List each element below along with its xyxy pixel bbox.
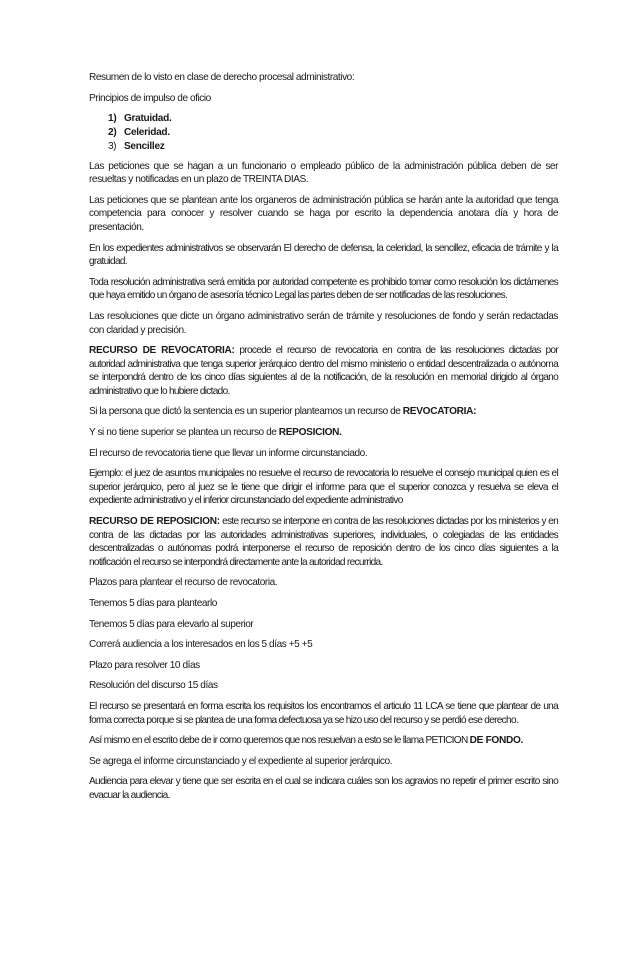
paragraph: El recurso se presentará en forma escrita los requisitos los encontramos el articulo 11 LCA se tiene que plantear de una forma correcta porque si se plantea de una forma defectuosa ya se hizo uso del recurso y se perdió ese derecho. xyxy=(89,700,558,726)
paragraph: El recurso de revocatoria tiene que llevar un informe circunstanciado. xyxy=(89,447,368,459)
paragraph: Las resoluciones que dicte un órgano administrativo serán de trámite y resoluciones de fondo y serán redactadas con claridad y precisión. xyxy=(89,310,558,336)
paragraph: Se agrega el informe circunstanciado y el expediente al superior jerárquico. xyxy=(89,755,393,767)
bold-term: REVOCATORIA: xyxy=(402,406,477,418)
paragraph-revocatoria: RECURSO DE REVOCATORIA: procede el recurso de revocatoria en contra de las resoluciones dictadas por autoridad administrativa que tenga superior jerárquico dentro del mismo ministerio o entidad descentralizada o autónoma se interpondrá dentro de los cinco días siguientes al de la notificación, de la resolución en memorial dirigido al órgano administrativo que lo hubiere dictado. xyxy=(89,345,558,397)
paragraph: Y si no tiene superior se plantea un recurso de REPOSICION. xyxy=(89,427,342,439)
list-number: 1) xyxy=(108,113,117,125)
list-number: 2) xyxy=(108,126,117,138)
paragraph: Tenemos 5 días para elevarlo al superior xyxy=(89,618,254,630)
list-text: Sencillez xyxy=(124,140,165,152)
list-item xyxy=(108,126,558,140)
paragraph-reposicion: RECURSO DE REPOSICION: este recurso se interpone en contra de las resoluciones dictadas por los ministerios y en contra de las dictadas por las autoridades administrativas superiores, individuales, o colegiadas de las entidades descentralizadas o autónomas podrá interponerse el recurso de reposición dentro de los cinco días siguientes a la notificación el recurso se interpondrá directamente ante la autoridad recurrida. xyxy=(89,516,558,568)
bold-term: DE FONDO. xyxy=(469,735,524,747)
paragraph: Audiencia para elevar y tiene que ser escrita en el cual se indicara cuáles son los agravios no repetir el primer escrito sino evacuar la audiencia. xyxy=(89,776,558,801)
list-text: Celeridad. xyxy=(124,126,170,138)
paragraph: Si la persona que dictó la sentencia es un superior planteamos un recurso de REVOCATORIA: xyxy=(89,406,477,418)
principles-list xyxy=(89,112,558,153)
paragraph: Toda resolución administrativa será emitida por autoridad competente es prohibido tomar como resolución los dictámenes que haya emitido un órgano de asesoría técnico Legal las partes deben de ser notificadas de las resoluciones. xyxy=(89,276,558,302)
paragraph: Resolución del discurso 15 días xyxy=(89,680,218,692)
doc-heading: Resumen de lo visto en clase de derecho procesal administrativo: xyxy=(89,72,355,83)
paragraph: Plazo para resolver 10 días xyxy=(89,659,200,671)
paragraph: Plazos para plantear el recurso de revocatoria. xyxy=(89,577,278,589)
bold-term: RECURSO DE REVOCATORIA: xyxy=(89,345,235,357)
list-text: Gratuidad. xyxy=(124,113,172,125)
paragraph-example: Ejemplo: el juez de asuntos municipales no resuelve el recurso de revocatoria lo resuelve el consejo municipal quien es el superior jerárquico, pero al juez se le tiene que dirigir el informe para que el superior conozca y resuelva se eleva el expediente administrativo y el inferior circunstanciado del expediente administrativo xyxy=(89,468,558,507)
paragraph: Las peticiones que se plantean ante los organeros de administración pública se harán ante la autoridad que tenga competencia para conocer y resolver cuando se haga por escrito la dependencia anotara día y hora de presentación. xyxy=(89,194,558,233)
bold-term: REPOSICION. xyxy=(278,427,342,439)
list-item xyxy=(108,140,558,154)
bold-term: RECURSO DE REPOSICION: xyxy=(89,516,220,528)
list-number: 3) xyxy=(108,140,117,152)
paragraph: Tenemos 5 días para plantearlo xyxy=(89,598,217,610)
paragraph: En los expedientes administrativos se observarán El derecho de defensa, la celeridad, la sencillez, eficacia de trámite y la gratuidad. xyxy=(89,242,558,268)
section-title: Principios de impulso de oficio xyxy=(89,92,211,104)
list-item xyxy=(108,112,558,126)
paragraph: Correrá audiencia a los interesados en los 5 días +5 +5 xyxy=(89,639,313,651)
paragraph: Así mismo en el escrito debe de ir como queremos que nos resuelvan a esto se le llama PETICION DE FONDO. xyxy=(89,735,524,747)
paragraph: Las peticiones que se hagan a un funcionario o empleado público de la administración pública deben de ser resueltas y notificadas en un plazo de TREINTA DIAS. xyxy=(89,160,558,186)
